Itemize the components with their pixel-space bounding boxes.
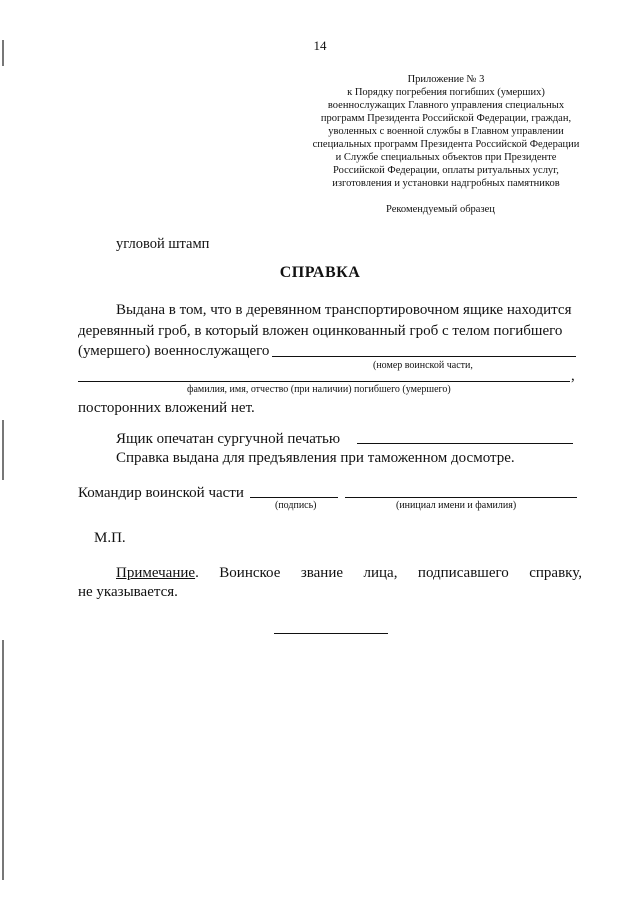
initials-hint: (инициал имени и фамилия)	[396, 500, 517, 511]
page-number: 14	[313, 38, 327, 53]
initials-field-line	[345, 497, 577, 498]
note-word: звание	[300, 565, 344, 581]
note-label: Примечание	[116, 565, 196, 581]
seal-place-mark: М.П.	[94, 530, 126, 546]
signature-hint: (подпись)	[275, 500, 317, 511]
note-word: справку,	[529, 565, 582, 581]
body-line: Выдана в том, что в деревянном транспортировочном ящике находится	[116, 302, 572, 318]
appendix-line: к Порядку погребения погибших (умерших)	[347, 87, 545, 98]
unit-number-hint: (номер воинской части,	[373, 360, 473, 371]
full-name-field-line	[78, 381, 570, 382]
note-word: подписавшего	[417, 565, 509, 581]
appendix-header	[286, 73, 606, 190]
note-label-group	[116, 563, 199, 583]
appendix-line: программ Президента Российской Федерации, граждан,	[320, 113, 572, 124]
issued-text: Справка выдана для предъявления при таможенном досмотре.	[116, 450, 515, 466]
appendix-line: уволенных с военной службы в Главном управлении	[328, 126, 564, 137]
comma: ,	[571, 368, 575, 384]
note-line	[116, 563, 582, 583]
signature-field-line	[250, 497, 338, 498]
note-line-2: не указывается.	[78, 584, 178, 600]
document-title: СПРАВКА	[279, 264, 361, 281]
seal-field-line	[357, 443, 573, 444]
appendix-line: изготовления и установки надгробных памятников	[332, 178, 560, 189]
note-word: лица,	[363, 565, 398, 581]
appendix-line: Российской Федерации, оплаты ритуальных услуг,	[333, 165, 559, 176]
full-name-hint: фамилия, имя, отчество (при наличии) погибшего (умершего)	[187, 384, 451, 395]
closing-divider	[274, 633, 388, 634]
appendix-line: военнослужащих Главного управления специальных	[327, 100, 565, 111]
commander-label: Командир воинской части	[78, 485, 244, 501]
unit-number-field-line	[272, 356, 576, 357]
scan-edge-mark	[2, 420, 4, 480]
note-word: Воинское	[219, 565, 281, 581]
appendix-line: и Службе специальных объектов при Президенте	[335, 152, 557, 163]
seal-text: Ящик опечатан сургучной печатью	[116, 431, 341, 447]
corner-stamp-label: угловой штамп	[116, 236, 210, 252]
appendix-line: Приложение № 3	[407, 74, 485, 85]
body-line: деревянный гроб, в который вложен оцинкованный гроб с телом погибшего	[78, 323, 563, 339]
body-line: посторонних вложений нет.	[78, 400, 255, 416]
body-line: (умершего) военнослужащего	[78, 343, 270, 359]
appendix-line: специальных программ Президента Российской Федерации	[312, 139, 580, 150]
note-dot: .	[195, 565, 199, 581]
recommended-sample-label: Рекомендуемый образец	[386, 204, 495, 215]
scan-edge-mark	[2, 640, 4, 880]
